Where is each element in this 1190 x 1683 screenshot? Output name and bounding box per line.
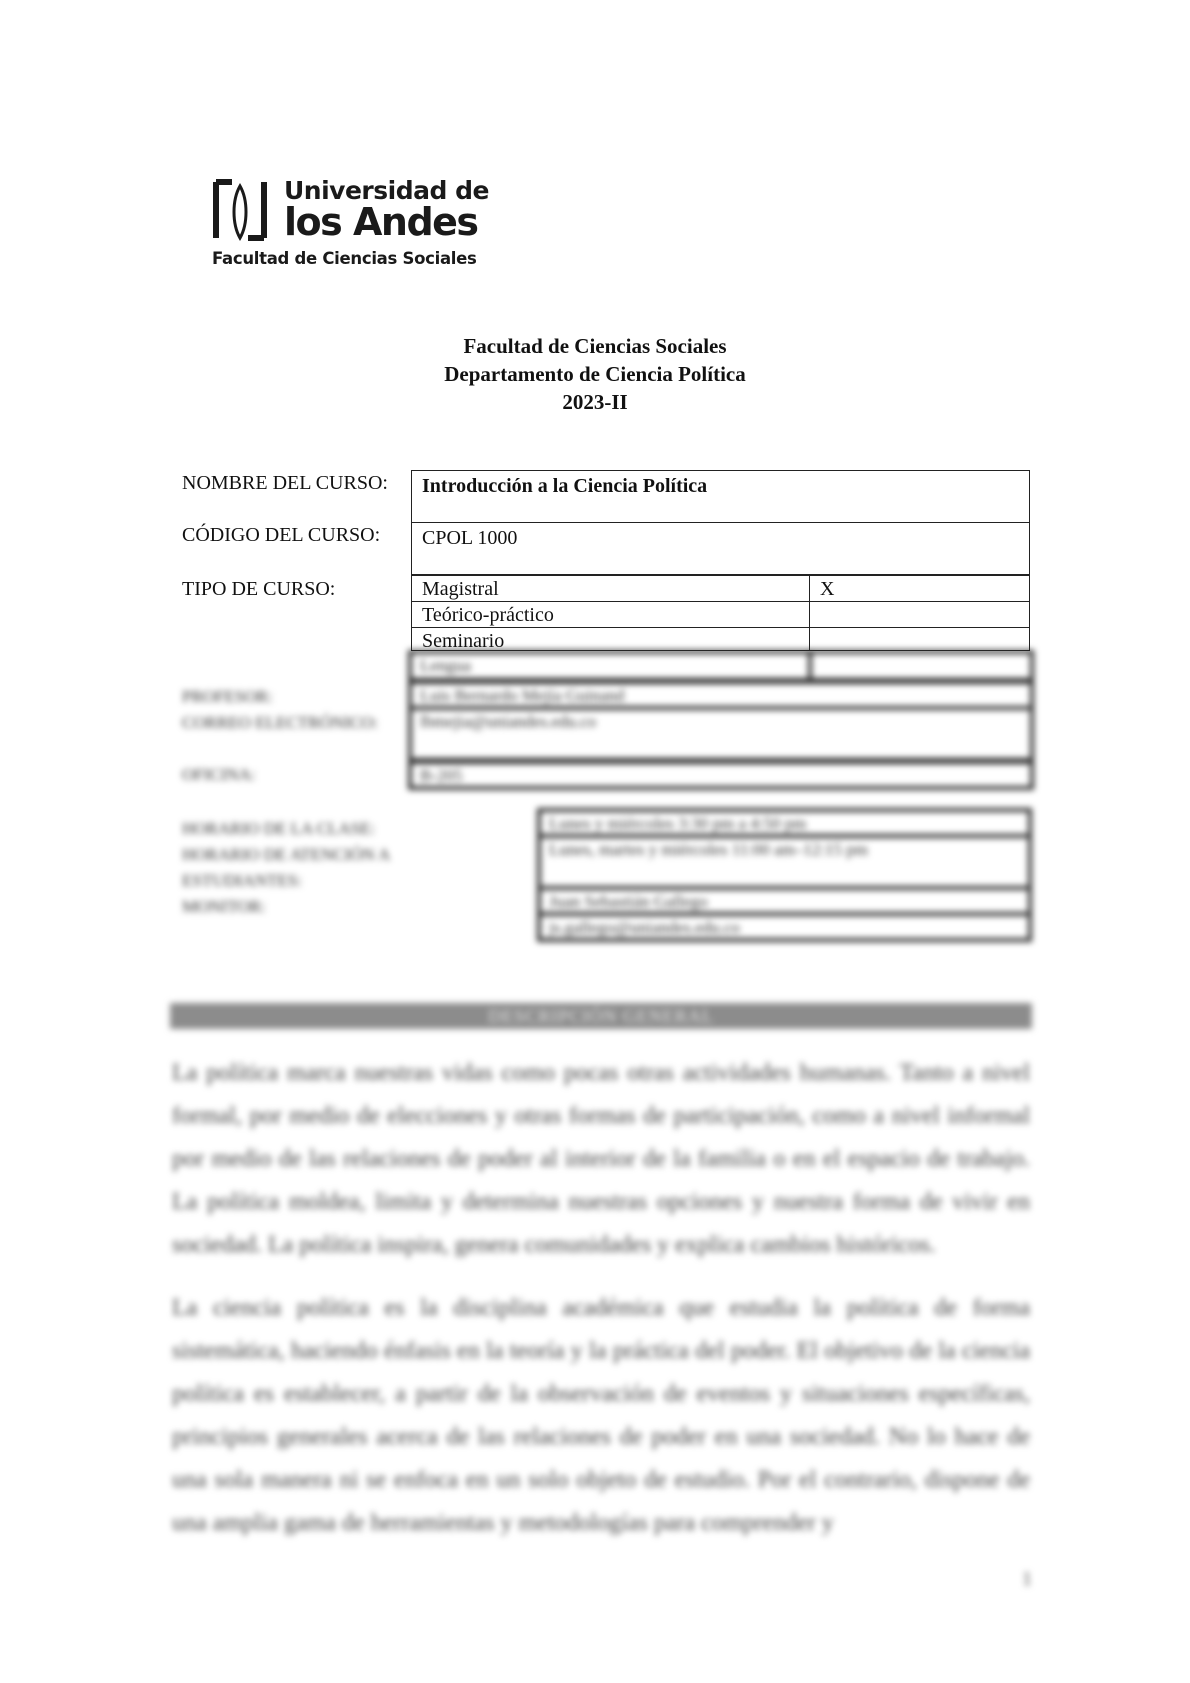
page-number: 1	[1022, 1568, 1032, 1590]
course-type-seminario-mark	[809, 627, 1030, 651]
course-type-lengua: Lengua	[408, 650, 812, 682]
description-paragraph-2: La ciencia política es la disciplina académica que estudia la política de forma sistemática, haciendo énfasis en la teoría y la práctica del poder. El objetivo de la ciencia política es establecer, a partir de la observación de eventos y situaciones específicas, principios generales acerca de las relaciones de poder en una sociedad. No lo hace de una sola manera ni se enfoca en un solo objeto de estudio. Por el contrario, dispone de una amplia gama de herramientas y metodologías para comprender y	[172, 1295, 1030, 1536]
email-value: lbmejia@uniandes.edu.co	[408, 706, 1034, 762]
course-type-magistral-mark: X	[809, 575, 1030, 602]
professor-label: PROFESOR:	[182, 687, 273, 706]
office-label: OFICINA:	[182, 765, 256, 784]
class-schedule-label: HORARIO DE LA CLASE:	[182, 819, 376, 838]
section-title-bar: DESCRIPCIÓN GENERAL	[170, 1003, 1032, 1029]
course-type-label: TIPO DE CURSO:	[182, 578, 336, 600]
monitor-email: js.gallego@uniandes.edu.co	[537, 912, 1032, 942]
department-title: Departamento de Ciencia Política	[444, 362, 746, 386]
course-code-value: CPOL 1000	[411, 522, 1030, 575]
monitor-label: MONITOR:	[182, 897, 266, 916]
logo-faculty: Facultad de Ciencias Sociales	[212, 249, 477, 268]
logo-line-1: Universidad de	[284, 176, 489, 205]
course-code-label: CÓDIGO DEL CURSO:	[182, 524, 381, 546]
monitor-value: Juan Sebastián Gallego	[537, 886, 1032, 916]
course-type-teorico-practico-mark	[809, 601, 1030, 628]
university-logo	[212, 176, 489, 272]
course-type-seminario: Seminario	[411, 627, 810, 651]
university-shield-icon	[212, 178, 268, 246]
course-type-magistral: Magistral	[411, 575, 810, 602]
course-type-lengua-mark	[808, 650, 1034, 682]
course-name-label: NOMBRE DEL CURSO:	[182, 472, 388, 494]
course-name-value: Introducción a la Ciencia Política	[411, 470, 1030, 523]
office-hours-value: Lunes, martes y miércoles 11:00 am–12:15 pm	[537, 834, 1032, 890]
faculty-title: Facultad de Ciencias Sociales	[463, 334, 727, 358]
course-type-teorico-practico: Teórico-práctico	[411, 601, 810, 628]
email-label: CORREO ELECTRÓNICO:	[182, 713, 378, 732]
professor-value: Luis Bernardo Mejía Guinand	[408, 680, 1034, 710]
class-schedule-value: Lunes y miércoles 3:30 pm a 4:50 pm	[537, 808, 1032, 838]
logo-line-2: los Andes	[284, 200, 478, 244]
document-heading	[0, 332, 1190, 416]
office-value: B-205	[408, 760, 1034, 790]
description-paragraph-1: La política marca nuestras vidas como pocas otras actividades humanas. Tanto a nivel formal, por medio de elecciones y otras formas de participación, como a nivel informal por medio de las relaciones de poder al interior de la familia o en el espacio de trabajo. La política moldea, limita y determina nuestras opciones y nuestra forma de vivir en sociedad. La política inspira, genera comunidades y explica cambios históricos.	[172, 1060, 1030, 1258]
office-hours-label: HORARIO DE ATENCIÓN A ESTUDIANTES:	[182, 845, 390, 890]
term-title: 2023-II	[562, 390, 628, 414]
